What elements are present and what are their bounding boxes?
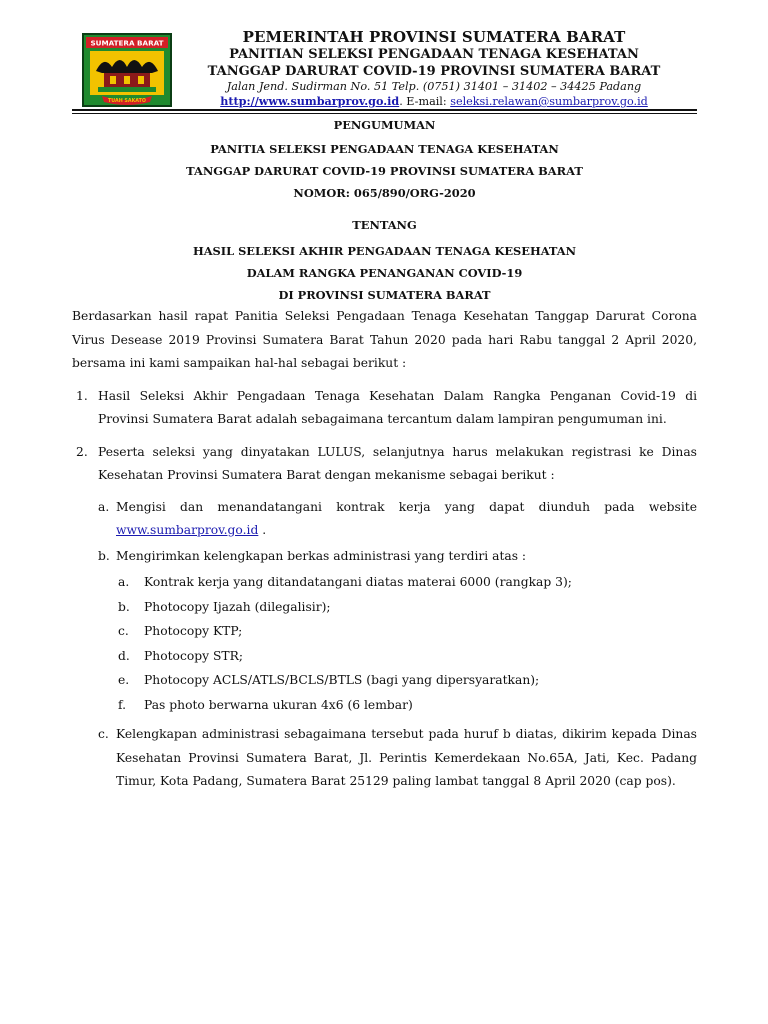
required-documents-list	[72, 570, 697, 717]
download-website-link[interactable]: www.sumbarprov.go.id	[116, 523, 259, 537]
document-item	[72, 619, 697, 644]
list-item-2	[72, 441, 697, 488]
email-label: . E-mail:	[399, 95, 451, 108]
letterhead-address: Jalan Jend. Sudirman No. 51 Telp. (0751) 31401 – 31402 – 34425 Padang	[226, 80, 642, 93]
sub-item-text: Mengirimkan kelengkapan berkas administrasi yang terdiri atas :	[116, 548, 527, 563]
sub-item-end: .	[258, 523, 267, 537]
letterhead-emergency-title: TANGGAP DARURAT COVID-19 PROVINSI SUMATERA BARAT	[207, 64, 661, 79]
announcement-heading	[72, 114, 697, 306]
document-letter: f.	[118, 697, 127, 712]
document-letter: a.	[118, 575, 130, 589]
list-item-text: Peserta seleksi yang dinyatakan LULUS, selanjutnya harus melakukan registrasi ke Dinas Kesehatan Provinsi Sumatera Barat dengan mekanisme sebagai berikut :	[98, 444, 697, 482]
letterhead	[184, 28, 684, 109]
sub-item-letter: c.	[98, 727, 109, 741]
letterhead-government-title: PEMERINTAH PROVINSI SUMATERA BARAT	[242, 28, 626, 46]
committee-name: PANITIA SELEKSI PENGADAAN TENAGA KESEHATAN	[210, 142, 559, 156]
document-item	[72, 595, 697, 620]
announcement-number: NOMOR: 065/890/ORG-2020	[293, 186, 476, 200]
svg-text:SUMATERA BARAT: SUMATERA BARAT	[90, 38, 164, 48]
sub-item-text: Kelengkapan administrasi sebagaimana tersebut pada huruf b diatas, dikirim kepada Dinas Kesehatan Provinsi Sumatera Barat, Jl. Perintis Kemerdekaan No.65A, Jati, Kec. Padang Timur, Kota Padang, Sumatera Barat 25129 paling lambat tanggal 8 April 2020 (cap pos).	[116, 727, 697, 788]
document-text: Pas photo berwarna ukuran 4x6 (6 lembar)	[144, 697, 413, 712]
document-text: Photocopy Ijazah (dilegalisir);	[144, 599, 331, 614]
document-letter: e.	[118, 673, 130, 687]
announcement-body	[72, 305, 697, 796]
announcement-title: PENGUMUMAN	[333, 118, 436, 132]
subject-line-1: HASIL SELEKSI AKHIR PENGADAAN TENAGA KESEHATAN	[192, 244, 577, 258]
committee-name-line2: TANGGAP DARURAT COVID-19 PROVINSI SUMATERA BARAT	[186, 164, 583, 178]
list-item-1	[72, 385, 697, 432]
subject-line-3: DI PROVINSI SUMATERA BARAT	[278, 288, 491, 302]
document-item	[72, 644, 697, 669]
sub-item-text: Mengisi dan menandatangani kontrak kerja yang dapat diunduh pada website	[116, 499, 697, 514]
document-letter: d.	[118, 648, 130, 663]
document-letter: c.	[118, 624, 129, 638]
document-item	[72, 668, 697, 693]
sub-item-letter: a.	[98, 499, 110, 514]
document-text: Kontrak kerja yang ditandatangani diatas materai 6000 (rangkap 3);	[144, 575, 572, 589]
list-item-text: Hasil Seleksi Akhir Pengadaan Tenaga Kesehatan Dalam Rangka Penganan Covid-19 di Provinsi Sumatera Barat adalah sebagaimana tercantum dalam lampiran pengumuman ini.	[98, 388, 697, 426]
letterhead-divider-thick	[72, 109, 697, 111]
document-letter: b.	[118, 599, 130, 614]
about-label: TENTANG	[352, 218, 417, 232]
sub-item-b	[72, 545, 697, 569]
letterhead-committee-title: PANITIAN SELEKSI PENGADAAN TENAGA KESEHATAN	[229, 47, 639, 62]
list-number: 2.	[76, 444, 88, 459]
letterhead-contact	[184, 94, 684, 109]
document-text: Photocopy ACLS/ATLS/BCLS/BTLS (bagi yang dipersyaratkan);	[144, 673, 540, 687]
svg-text:TUAH SAKATO: TUAH SAKATO	[108, 99, 146, 104]
email-link[interactable]: seleksi.relawan@sumbarprov.go.id	[450, 95, 648, 108]
sumbar-coat-of-arms-logo	[82, 33, 172, 107]
sub-item-c	[72, 723, 697, 794]
website-link[interactable]: http://www.sumbarprov.go.id	[220, 94, 400, 108]
sub-item-a	[72, 496, 697, 543]
document-text: Photocopy KTP;	[144, 624, 243, 638]
subject-line-2: DALAM RANGKA PENANGANAN COVID-19	[246, 266, 523, 280]
document-text: Photocopy STR;	[144, 648, 243, 663]
sub-item-letter: b.	[98, 548, 110, 563]
document-item	[72, 570, 697, 595]
list-number: 1.	[76, 388, 88, 403]
document-item	[72, 693, 697, 718]
intro-paragraph: Berdasarkan hasil rapat Panitia Seleksi Pengadaan Tenaga Kesehatan Tanggap Darurat Corona Virus Desease 2019 Provinsi Sumatera Barat Tahun 2020 pada hari Rabu tanggal 2 April 2020, bersama ini kami sampaikan hal-hal sebagai berikut :	[72, 309, 697, 370]
